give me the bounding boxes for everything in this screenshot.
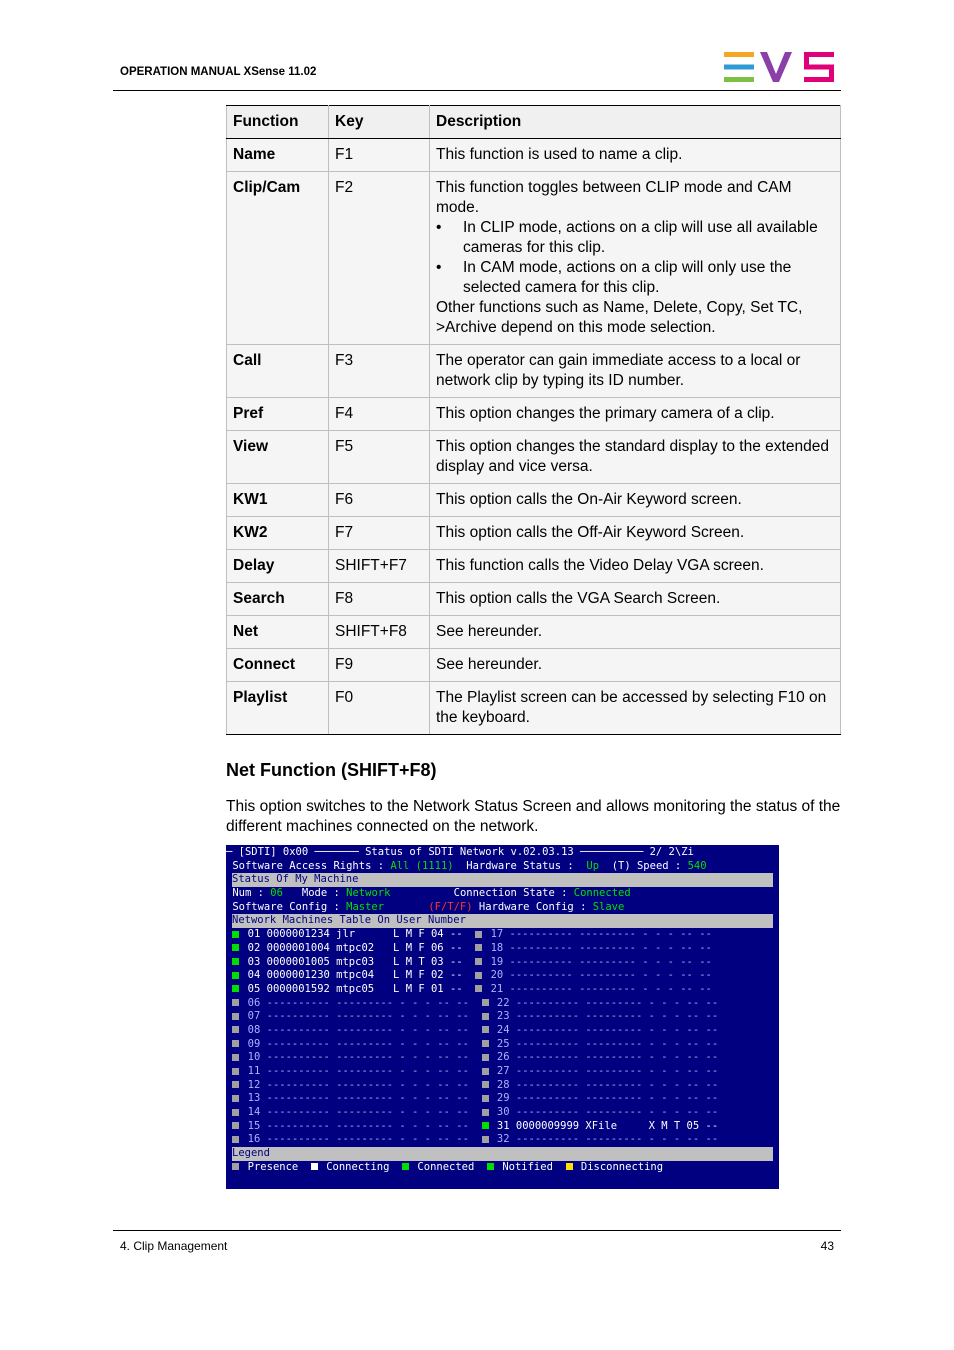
machine-rows: [226, 928, 779, 1147]
status-indicator: [482, 1109, 489, 1116]
access-value: All (1111): [390, 859, 454, 872]
machine-row: [226, 942, 779, 956]
function-key: F9: [329, 649, 430, 682]
screen-title: Status of SDTI Network v.02.03.13: [365, 846, 574, 858]
table-row: [227, 139, 841, 172]
function-key: F0: [329, 682, 430, 735]
function-key: F5: [329, 431, 430, 484]
status-indicator: [482, 1068, 489, 1075]
status-indicator: [482, 1081, 489, 1088]
legend-swatch: [311, 1163, 318, 1170]
machine-entry: 21 ---------- --------- - - - -- --: [490, 982, 712, 995]
conn-state-value: Connected: [573, 887, 631, 900]
mode-label: Mode :: [301, 887, 340, 900]
machine-entry: 24 ---------- --------- - - - -- --: [496, 1023, 719, 1036]
status-indicator: [232, 1081, 239, 1088]
machine-entry: 10 ---------- --------- - - - -- --: [247, 1051, 469, 1064]
machine-entry: 22 ---------- --------- - - - -- --: [496, 996, 719, 1009]
status-indicator: [232, 1026, 239, 1033]
function-name: KW2: [227, 517, 329, 550]
machine-row: [226, 997, 779, 1011]
status-indicator: [232, 999, 239, 1006]
function-name: Playlist: [227, 682, 329, 735]
function-description: This option calls the Off-Air Keyword Screen.: [430, 517, 841, 550]
hw-config-value: Slave: [592, 900, 625, 913]
status-indicator: [232, 972, 239, 979]
status-indicator: [482, 1013, 489, 1020]
function-description: The operator can gain immediate access to a local or network clip by typing its ID number.: [430, 345, 841, 398]
machine-entry: 30 ---------- --------- - - - -- --: [496, 1106, 719, 1119]
speed-label: Speed :: [636, 859, 682, 872]
column-header-function: Function: [227, 106, 329, 139]
machine-row: [226, 1038, 779, 1052]
sw-config-label: Software Config :: [232, 900, 340, 913]
screen-page: 2/ 2\Zi: [649, 846, 694, 858]
num-value: 06: [270, 887, 283, 900]
mode-value: Network: [346, 887, 391, 900]
table-row: [227, 649, 841, 682]
table-row: [227, 550, 841, 583]
status-indicator: [482, 1040, 489, 1047]
footer-rule: [113, 1230, 841, 1231]
section-paragraph: This option switches to the Network Status Screen and allows monitoring the status of the different machines connected on the network.: [226, 798, 841, 835]
my-machine-bar: Status Of My Machine: [232, 873, 773, 887]
table-row: [227, 431, 841, 484]
machine-entry: 13 ---------- --------- - - - -- --: [247, 1092, 469, 1105]
legend-swatch: [232, 1163, 239, 1170]
legend-label: Disconnecting: [580, 1160, 664, 1173]
function-name: Net: [227, 616, 329, 649]
machine-entry: 16 ---------- --------- - - - -- --: [247, 1133, 469, 1146]
status-indicator: [482, 1026, 489, 1033]
function-name: Connect: [227, 649, 329, 682]
table-header-row: [227, 106, 841, 139]
machine-row: [226, 1079, 779, 1093]
speed-value: 540: [687, 859, 707, 872]
num-line: [226, 887, 779, 901]
machine-entry: 12 ---------- --------- - - - -- --: [247, 1078, 469, 1091]
legend-label: Connected: [417, 1160, 475, 1173]
function-description: The Playlist screen can be accessed by selecting F10 on the keyboard.: [430, 682, 841, 735]
machine-entry: 32 ---------- --------- - - - -- --: [496, 1133, 719, 1146]
machine-entry: 09 ---------- --------- - - - -- --: [247, 1037, 469, 1050]
access-line: [226, 860, 779, 874]
machine-entry: 01 0000001234 jlr L M F 04 --: [247, 928, 463, 941]
machine-row: [226, 1133, 779, 1147]
function-name: Search: [227, 583, 329, 616]
section-heading: Net Function (SHIFT+F8): [226, 760, 437, 780]
machine-row: [226, 1024, 779, 1038]
function-description: See hereunder.: [430, 649, 841, 682]
t-flag: (T): [611, 859, 631, 872]
legend-label: Notified: [502, 1160, 553, 1173]
machine-entry: 05 0000001592 mtpc05 L M F 01 --: [247, 982, 463, 995]
status-indicator: [232, 1054, 239, 1061]
status-indicator: [232, 944, 239, 951]
table-row: [227, 517, 841, 550]
hw-config-label: Hardware Config :: [478, 900, 587, 913]
machine-entry: 14 ---------- --------- - - - -- --: [247, 1106, 469, 1119]
status-indicator: [475, 958, 482, 965]
footer-section: 4. Clip Management: [120, 1239, 228, 1253]
legend-swatch: [487, 1163, 494, 1170]
num-label: Num :: [232, 887, 264, 900]
status-indicator: [475, 944, 482, 951]
legend-bar: Legend: [232, 1147, 773, 1161]
machine-entry: 28 ---------- --------- - - - -- --: [496, 1078, 719, 1091]
legend-label: Presence: [247, 1160, 299, 1173]
function-key: F7: [329, 517, 430, 550]
function-key: SHIFT+F7: [329, 550, 430, 583]
machine-row: [226, 928, 779, 942]
function-description: This option calls the VGA Search Screen.: [430, 583, 841, 616]
machine-entry: 23 ---------- --------- - - - -- --: [496, 1010, 719, 1023]
status-indicator: [232, 1040, 239, 1047]
config-line: [226, 901, 779, 915]
evs-logo: [724, 52, 836, 82]
function-description: This function is used to name a clip.: [430, 139, 841, 172]
status-indicator: [475, 931, 482, 938]
status-indicator: [482, 1122, 489, 1129]
machine-entry: 29 ---------- --------- - - - -- --: [496, 1092, 719, 1105]
function-key: F6: [329, 484, 430, 517]
machine-entry: 02 0000001004 mtpc02 L M F 06 --: [247, 941, 463, 954]
status-indicator: [232, 1136, 239, 1143]
access-label: Software Access Rights :: [232, 859, 385, 872]
screen-title-line: ─ [SDTI] 0x00 ─────── Status of SDTI Network v.02.03.13 ────────── 2/ 2\Zi: [226, 846, 694, 858]
machine-entry: 19 ---------- --------- - - - -- --: [490, 955, 712, 968]
ftf-flag: (F/T/F): [428, 900, 473, 913]
status-indicator: [232, 1109, 239, 1116]
function-name: KW1: [227, 484, 329, 517]
machine-entry: 20 ---------- --------- - - - -- --: [490, 969, 712, 982]
machine-entry: 17 ---------- --------- - - - -- --: [490, 928, 712, 941]
legend-label: Connecting: [326, 1160, 390, 1173]
machine-row: [226, 983, 779, 997]
sw-config-value: Master: [346, 900, 385, 913]
function-key: SHIFT+F8: [329, 616, 430, 649]
machine-entry: 27 ---------- --------- - - - -- --: [496, 1065, 719, 1077]
machine-row: [226, 1106, 779, 1120]
machine-row: [226, 1065, 779, 1079]
function-name: Clip/Cam: [227, 172, 329, 345]
function-name: View: [227, 431, 329, 484]
machine-row: [226, 1051, 779, 1065]
page-number: 43: [820, 1239, 834, 1253]
hw-status-value: Up: [586, 859, 600, 872]
function-description: This option calls the On-Air Keyword screen.: [430, 484, 841, 517]
column-header-key: Key: [329, 106, 430, 139]
table-row: [227, 172, 841, 345]
machines-table-bar: Network Machines Table On User Number: [232, 914, 773, 928]
status-indicator: [475, 972, 482, 979]
description-text: This function toggles between CLIP mode and CAM mode.: [436, 179, 792, 216]
legend-line: [226, 1161, 779, 1175]
status-indicator: [232, 931, 239, 938]
description-note: Other functions such as Name, Delete, Copy, Set TC, >Archive depend on this mode selection.: [436, 299, 803, 336]
header-title: OPERATION MANUAL XSense 11.02: [120, 66, 317, 78]
conn-state-label: Connection State :: [453, 887, 568, 900]
status-indicator: [232, 958, 239, 965]
legend-swatch: [566, 1163, 573, 1170]
machine-entry: 11 ---------- --------- - - - -- --: [247, 1065, 469, 1077]
function-description: This function calls the Video Delay VGA screen.: [430, 550, 841, 583]
status-indicator: [482, 999, 489, 1006]
machine-entry: 15 ---------- --------- - - - -- --: [247, 1119, 469, 1132]
function-description: This option changes the standard display to the extended display and vice versa.: [430, 431, 841, 484]
machine-entry: 31 0000009999 XFile X M T 05 --: [496, 1119, 719, 1132]
machine-entry: 26 ---------- --------- - - - -- --: [496, 1051, 719, 1064]
status-indicator: [232, 1095, 239, 1102]
table-row: [227, 583, 841, 616]
function-name: Pref: [227, 398, 329, 431]
status-indicator: [482, 1136, 489, 1143]
machine-entry: 04 0000001230 mtpc04 L M F 02 --: [247, 969, 463, 982]
status-indicator: [232, 1068, 239, 1075]
bullet-item: • In CLIP mode, actions on a clip will use all available cameras for this clip.: [436, 218, 834, 258]
function-key: F1: [329, 139, 430, 172]
machine-row: [226, 969, 779, 983]
machine-entry: 18 ---------- --------- - - - -- --: [490, 941, 712, 954]
function-description: This option changes the primary camera of a clip.: [430, 398, 841, 431]
status-indicator: [232, 985, 239, 992]
function-name: Delay: [227, 550, 329, 583]
status-indicator: [232, 1122, 239, 1129]
table-row: [227, 484, 841, 517]
table-row: [227, 616, 841, 649]
hw-status-label: Hardware Status :: [466, 859, 574, 872]
function-key: F4: [329, 398, 430, 431]
function-name: Call: [227, 345, 329, 398]
table-row: [227, 398, 841, 431]
machine-entry: 07 ---------- --------- - - - -- --: [247, 1010, 469, 1023]
function-key: F8: [329, 583, 430, 616]
table-row: [227, 682, 841, 735]
table-row: [227, 345, 841, 398]
function-name: Name: [227, 139, 329, 172]
bullet-item: • In CAM mode, actions on a clip will only use the selected camera for this clip.: [436, 258, 834, 298]
function-description: [430, 172, 841, 345]
legend-swatch: [402, 1163, 409, 1170]
function-description: See hereunder.: [430, 616, 841, 649]
network-status-screenshot: [226, 845, 779, 1189]
function-key: F2: [329, 172, 430, 345]
machine-row: [226, 956, 779, 970]
machine-row: [226, 1010, 779, 1024]
status-indicator: [482, 1095, 489, 1102]
machine-row: [226, 1092, 779, 1106]
machine-entry: 03 0000001005 mtpc03 L M T 03 --: [247, 955, 463, 968]
machine-entry: 08 ---------- --------- - - - -- --: [247, 1023, 469, 1036]
function-key-table: [226, 105, 841, 735]
machine-entry: 25 ---------- --------- - - - -- --: [496, 1037, 719, 1050]
status-indicator: [482, 1054, 489, 1061]
status-indicator: [232, 1013, 239, 1020]
machine-entry: 06 ---------- --------- - - - -- --: [247, 996, 469, 1009]
column-header-description: Description: [430, 106, 841, 139]
machine-row: [226, 1120, 779, 1134]
screen-port: [SDTI] 0x00: [238, 846, 309, 858]
header-rule: [113, 90, 841, 91]
function-key: F3: [329, 345, 430, 398]
status-indicator: [475, 985, 482, 992]
bullet-list: [436, 218, 834, 298]
